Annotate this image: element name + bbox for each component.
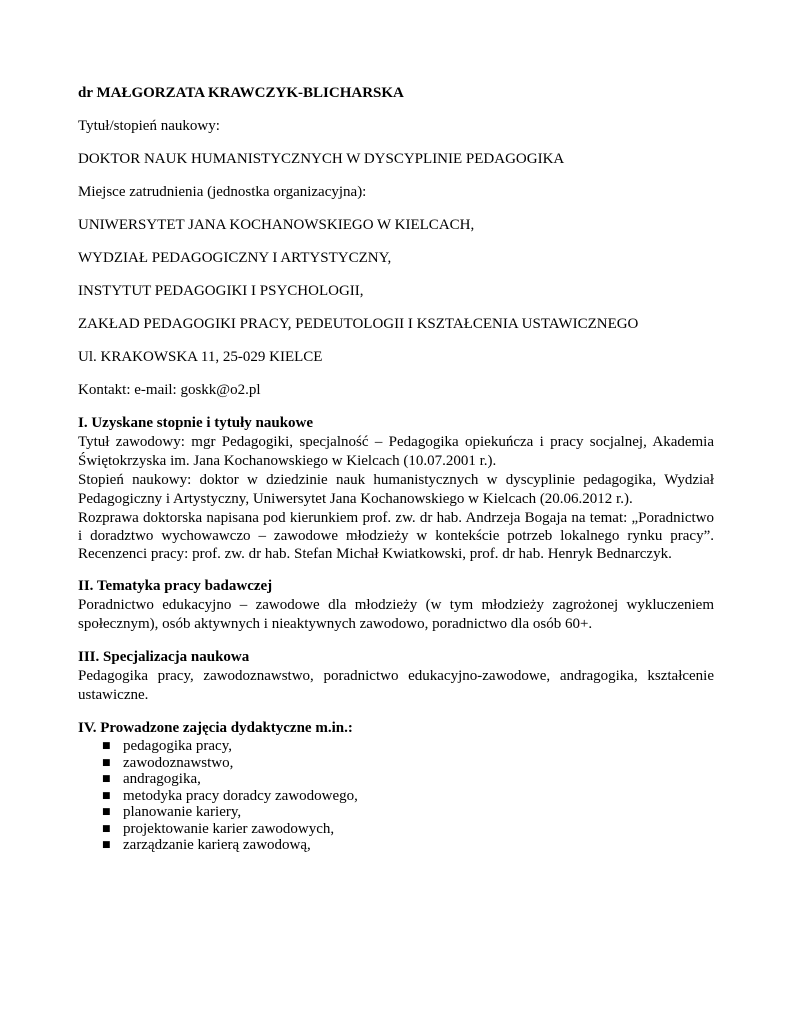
list-item-text: metodyka pracy doradcy zawodowego, xyxy=(123,787,358,804)
list-item-text: andragogika, xyxy=(123,771,201,787)
employment-university: UNIWERSYTET JANA KOCHANOWSKIEGO W KIELCACH, xyxy=(78,217,475,233)
section-1-dissertation: Rozprawa doktorska napisana pod kierunkiem prof. zw. dr hab. Andrzeja Bogaja na temat: „Poradnictwo i doradztwo wychowawczo – zawodowe młodzieży w kontekście potrzeb lokalnego rynku pracy”. Recenzenci pracy: prof. zw. dr hab. Stefan Michał Kwiatkowski, prof. dr hab. Henryk Bednarczyk. xyxy=(78,510,714,562)
section-1-professional-title: Tytuł zawodowy: mgr Pedagogiki, specjalność – Pedagogika opiekuńcza i pracy socjalnej, Akademia Świętokrzyska im. Jana Kochanowskiego w Kielcach (10.07.2001 r.). xyxy=(78,434,714,469)
title-value: DOKTOR NAUK HUMANISTYCZNYCH W DYSCYPLINIE PEDAGOGIKA xyxy=(78,151,565,167)
list-item xyxy=(78,788,714,805)
bullet-square-icon: ■ xyxy=(102,757,111,768)
courses-list xyxy=(78,738,714,854)
section-2-heading: II. Tematyka pracy badawczej xyxy=(78,578,273,594)
section-1-heading: I. Uzyskane stopnie i tytuły naukowe xyxy=(78,415,314,431)
bullet-square-icon: ■ xyxy=(102,823,111,834)
section-2-paragraph: Poradnictwo edukacyjno – zawodowe dla młodzieży (w tym młodzieży zagrożonej wykluczeniem społecznym), osób aktywnych i nieaktywnych zawodowo, poradnictwo dla osób 60+. xyxy=(78,597,714,632)
person-name: dr MAŁGORZATA KRAWCZYK-BLICHARSKA xyxy=(78,85,404,101)
list-item xyxy=(78,771,714,788)
employment-label: Miejsce zatrudnienia (jednostka organizacyjna): xyxy=(78,184,367,200)
list-item xyxy=(78,821,714,838)
employment-faculty: WYDZIAŁ PEDAGOGICZNY I ARTYSTYCZNY, xyxy=(78,250,392,266)
list-item xyxy=(78,837,714,854)
list-item xyxy=(78,755,714,772)
list-item xyxy=(78,738,714,755)
list-item-text: pedagogika pracy, xyxy=(123,738,232,754)
section-3-heading: III. Specjalizacja naukowa xyxy=(78,649,250,665)
bullet-square-icon: ■ xyxy=(102,790,111,801)
bullet-square-icon: ■ xyxy=(102,840,111,850)
bullet-square-icon: ■ xyxy=(102,807,111,817)
list-item xyxy=(78,804,714,821)
list-item-text: zawodoznawstwo, xyxy=(123,754,234,771)
section-1-academic-degree: Stopień naukowy: doktor w dziedzinie nauk humanistycznych w dyscyplinie pedagogika, Wydział Pedagogiczny i Artystyczny, Uniwersytet Jana Kochanowskiego w Kielcach (20.06.2012 r.). xyxy=(78,472,714,507)
contact-line: Kontakt: e-mail: goskk@o2.pl xyxy=(78,382,261,398)
list-item-text: planowanie kariery, xyxy=(123,804,242,820)
list-item-text: projektowanie karier zawodowych, xyxy=(123,820,335,837)
employment-department: ZAKŁAD PEDAGOGIKI PRACY, PEDEUTOLOGII I KSZTAŁCENIA USTAWICZNEGO xyxy=(78,316,639,332)
document-page xyxy=(78,84,714,854)
list-item-text: zarządzanie karierą zawodową, xyxy=(123,837,311,853)
section-4-heading: IV. Prowadzone zajęcia dydaktyczne m.in.: xyxy=(78,720,353,736)
employment-institute: INSTYTUT PEDAGOGIKI I PSYCHOLOGII, xyxy=(78,283,364,299)
title-label: Tytuł/stopień naukowy: xyxy=(78,118,220,134)
bullet-square-icon: ■ xyxy=(102,741,111,751)
employment-address: Ul. KRAKOWSKA 11, 25-029 KIELCE xyxy=(78,349,323,365)
bullet-square-icon: ■ xyxy=(102,774,111,784)
section-3-paragraph: Pedagogika pracy, zawodoznawstwo, poradnictwo edukacyjno-zawodowe, andragogika, kształcenie ustawiczne. xyxy=(78,668,714,703)
